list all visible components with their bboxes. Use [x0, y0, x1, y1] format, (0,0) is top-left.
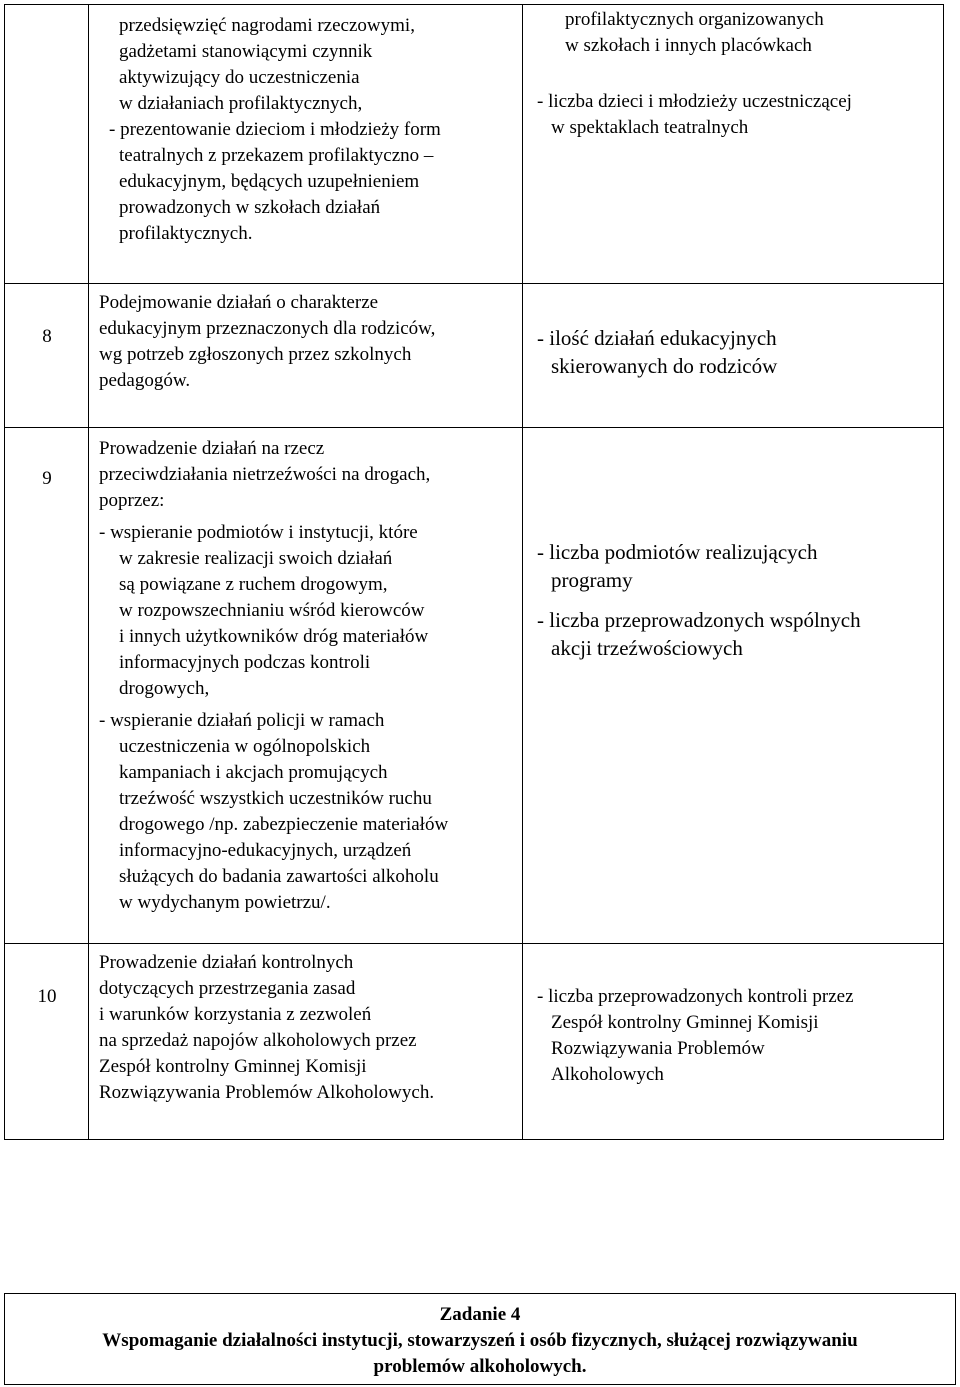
- description-line: w działaniach profilaktycznych,: [119, 93, 363, 114]
- task-box: [4, 1293, 956, 1385]
- description-line: prowadzonych w szkołach działań: [119, 197, 381, 218]
- row-number: 9: [42, 468, 52, 489]
- description-line: Prowadzenie działań na rzecz: [99, 438, 325, 459]
- row-number-cell: [5, 944, 89, 1139]
- table-row: [5, 427, 943, 943]
- description-line: - wspieranie podmiotów i instytucji, które: [99, 522, 418, 543]
- description-line: w wydychanym powietrzu/.: [119, 892, 331, 913]
- description-line: gadżetami stanowiącymi czynnik: [119, 41, 373, 62]
- description-line: Rozwiązywania Problemów Alkoholowych.: [99, 1082, 435, 1103]
- indicator-cell: [523, 5, 943, 283]
- indicator-line: Zespół kontrolny Gminnej Komisji: [551, 1012, 819, 1033]
- indicator-line: - ilość działań edukacyjnych: [537, 326, 777, 350]
- indicator-cell: [523, 428, 943, 943]
- indicator-line: w szkołach i innych placówkach: [565, 35, 812, 56]
- description-cell: [89, 5, 523, 283]
- description-cell: [89, 944, 523, 1139]
- description-line: służących do badania zawartości alkoholu: [119, 866, 439, 887]
- description-line: w rozpowszechnianiu wśród kierowców: [119, 600, 425, 621]
- description-line: poprzez:: [99, 490, 165, 511]
- description-line: na sprzedaż napojów alkoholowych przez: [99, 1030, 417, 1051]
- description-line: informacyjno-edukacyjnych, urządzeń: [119, 840, 412, 861]
- task-subtitle-line: Wspomaganie działalności instytucji, stowarzyszeń i osób fizycznych, służącej rozwiązywaniu: [102, 1330, 858, 1351]
- row-number-cell: [5, 5, 89, 283]
- description-line: uczestniczenia w ogólnopolskich: [119, 736, 371, 757]
- description-line: trzeźwość wszystkich uczestników ruchu: [119, 788, 432, 809]
- description-line: Podejmowanie działań o charakterze: [99, 292, 379, 313]
- indicator-line: programy: [551, 568, 633, 592]
- indicator-line: - liczba dzieci i młodzieży uczestniczącej: [537, 91, 852, 112]
- description-cell: [89, 428, 523, 943]
- description-line: profilaktycznych.: [119, 223, 253, 244]
- description-cell: [89, 284, 523, 427]
- row-number-cell: [5, 428, 89, 943]
- description-line: edukacyjnym przeznaczonych dla rodziców,: [99, 318, 436, 339]
- description-line: drogowego /np. zabezpieczenie materiałów: [119, 814, 449, 835]
- description-line: przeciwdziałania nietrzeźwości na drogach,: [99, 464, 431, 485]
- description-line: i warunków korzystania z zezwoleń: [99, 1004, 372, 1025]
- table-row: [5, 283, 943, 427]
- indicator-line: Alkoholowych: [551, 1064, 664, 1085]
- description-line: teatralnych z przekazem profilaktyczno –: [119, 145, 434, 166]
- description-line: w zakresie realizacji swoich działań: [119, 548, 393, 569]
- indicator-line: akcji trzeźwościowych: [551, 636, 743, 660]
- description-line: aktywizujący do uczestniczenia: [119, 67, 360, 88]
- row-number-cell: [5, 284, 89, 427]
- row-number: 8: [42, 326, 52, 347]
- program-table: [4, 4, 944, 1140]
- indicator-cell: [523, 944, 943, 1139]
- indicator-line: Rozwiązywania Problemów: [551, 1038, 765, 1059]
- indicator-line: profilaktycznych organizowanych: [565, 9, 824, 30]
- indicator-cell: [523, 284, 943, 427]
- description-line: edukacyjnym, będących uzupełnieniem: [119, 171, 420, 192]
- description-line: przedsięwzięć nagrodami rzeczowymi,: [119, 15, 415, 36]
- table-row: [5, 943, 943, 1139]
- description-line: dotyczących przestrzegania zasad: [99, 978, 356, 999]
- description-line: kampaniach i akcjach promujących: [119, 762, 388, 783]
- description-line: - prezentowanie dzieciom i młodzieży form: [109, 119, 441, 140]
- indicator-line: - liczba podmiotów realizujących: [537, 540, 818, 564]
- indicator-line: - liczba przeprowadzonych wspólnych: [537, 608, 861, 632]
- description-line: drogowych,: [119, 678, 210, 699]
- description-line: - wspieranie działań policji w ramach: [99, 710, 385, 731]
- description-line: Zespół kontrolny Gminnej Komisji: [99, 1056, 367, 1077]
- table-row: [5, 5, 943, 283]
- description-line: Prowadzenie działań kontrolnych: [99, 952, 354, 973]
- description-line: informacyjnych podczas kontroli: [119, 652, 371, 673]
- row-number: 10: [37, 986, 57, 1007]
- description-line: i innych użytkowników dróg materiałów: [119, 626, 429, 647]
- indicator-line: - liczba przeprowadzonych kontroli przez: [537, 986, 854, 1007]
- description-line: wg potrzeb zgłoszonych przez szkolnych: [99, 344, 412, 365]
- description-line: są powiązane z ruchem drogowym,: [119, 574, 388, 595]
- indicator-line: w spektaklach teatralnych: [551, 117, 749, 138]
- task-title: Zadanie 4: [439, 1304, 521, 1325]
- indicator-line: skierowanych do rodziców: [551, 354, 778, 378]
- task-subtitle-line: problemów alkoholowych.: [373, 1356, 587, 1377]
- description-line: pedagogów.: [99, 370, 191, 391]
